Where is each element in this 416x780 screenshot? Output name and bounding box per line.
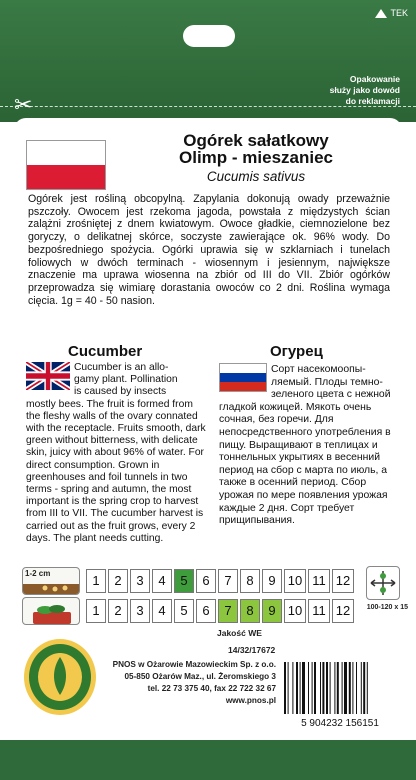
latin-name: Cucumis sativus (206, 169, 306, 184)
barcode-bar (334, 662, 335, 714)
month-cell: 2 (108, 569, 128, 593)
month-cell: 1 (86, 599, 106, 623)
company-address (96, 659, 276, 707)
barcode-digits: 5 904232 156151 (301, 718, 379, 728)
english-description (26, 362, 206, 545)
month-cell: 6 (196, 569, 216, 593)
month-cell: 1 (86, 569, 106, 593)
title-line: Olimp - mieszaniec (179, 148, 333, 167)
month-cell: 3 (130, 599, 150, 623)
barcode-bar (288, 662, 289, 714)
barcode-bar (330, 662, 331, 714)
cut-line (0, 106, 416, 107)
sowing-months-row (86, 569, 354, 593)
month-cell: 12 (332, 599, 354, 623)
plant-spacing-text: 100-120 x 15 (366, 604, 408, 611)
month-cell: 6 (196, 599, 216, 623)
barcode-bar (326, 662, 328, 714)
brand-mark (375, 8, 408, 18)
month-cell: 11 (308, 599, 330, 623)
barcode-bar (302, 662, 305, 714)
barcode-bar (361, 662, 362, 714)
title-line: Ogórek sałatkowy (183, 131, 329, 150)
website-link: www.pnos.pl (225, 696, 276, 705)
barcode-bar (356, 662, 357, 714)
english-line: gamy plant. Pollination (74, 374, 178, 386)
complaint-note (330, 74, 400, 107)
month-cell: 3 (130, 569, 150, 593)
english-line: Cucumber is an allo- (74, 362, 169, 373)
month-cell: 9 (262, 599, 282, 623)
russian-line: зеленого цвета с нежной (271, 389, 391, 401)
triangle-icon (375, 9, 387, 18)
address-line: PNOS w Ożarowie Mazowieckim Sp. z o.o. (112, 660, 276, 669)
month-cell: 9 (262, 569, 282, 593)
month-cell: 4 (152, 599, 172, 623)
footer-band (0, 740, 416, 780)
barcode-bar (320, 662, 321, 714)
scissors-icon: ✂ (14, 92, 33, 117)
barcode-bar (292, 662, 293, 714)
barcode (278, 660, 402, 728)
barcode-bar (352, 662, 353, 714)
note-line: Opakowanie (349, 74, 400, 84)
barcode-bar (314, 662, 316, 714)
month-cell: 5 (174, 599, 194, 623)
quality-label: Jakość WE (217, 628, 262, 638)
russian-body: гладкой кожицей. Мякоть очень сочная, без горечи. Для непосредственного употребления в пищу. Выращивают в теплицах и тоннельных укрытиях в весенний период на сбор с марта по июль, а также в осенний период. Сбор урожая по мере появления урожая каждые 2 дня. Сорт требует прищипывания. (219, 401, 391, 527)
sowing-depth-icon (22, 567, 80, 595)
month-cell: 8 (240, 599, 260, 623)
month-cell: 8 (240, 569, 260, 593)
barcode-bar (312, 662, 313, 714)
month-cell: 10 (284, 599, 306, 623)
polish-description: Ogórek jest rośliną obcopylną. Zapylania dokonują owady przeważnie pszczoły. Owocem jest rzekoma jagoda, powstała z międzystych ścian zalążni zrośniętej z dnem kwiatowym. Owoce gładkie, ciemnozielone bez goryczy, o delikatnej skórce, soczyste zawierające ok. 96% wody. Do bezpośredniego spożycia. Ogórki uprawia się w szklarniach i tunelach foliowych w dwóch terminach - wiosennym i jesiennym, największe znaczenie ma uprawa wiosenna na zbiór od III do VII. Zbiór ogórków przeprowadza się wimiarę dorastania owoców co 2 dni. Roślina wymaga cięcia. 1g = 40 - 50 nasion. (28, 193, 390, 307)
polish-flag-icon (26, 140, 106, 190)
month-cell: 2 (108, 599, 128, 623)
note-line: służy jako dowód (329, 85, 400, 95)
barcode-bar (308, 662, 309, 714)
plant-spacing-icon (366, 566, 400, 600)
barcode-bar (344, 662, 347, 714)
barcode-bar (349, 662, 351, 714)
month-cell: 12 (332, 569, 354, 593)
month-cell: 10 (284, 569, 306, 593)
barcode-bar (367, 662, 368, 714)
address-line: tel. 22 73 375 40, fax 22 722 32 67 (147, 684, 276, 693)
month-cell: 11 (308, 569, 330, 593)
barcode-bar (300, 662, 301, 714)
barcode-bar (363, 662, 365, 714)
month-cell: 7 (218, 599, 238, 623)
russian-line: ляемый. Плоды темно- (271, 376, 383, 388)
barcode-bar (322, 662, 324, 714)
month-cell: 5 (174, 569, 194, 593)
english-line: is caused by insects (74, 386, 167, 398)
hang-hole (183, 25, 235, 47)
note-line: do reklamacji (345, 96, 400, 106)
product-title (120, 132, 392, 166)
address-line: 05-850 Ożarów Maz., ul. Żeromskiego 3 (124, 672, 276, 681)
english-heading: Cucumber (68, 343, 143, 360)
barcode-bar (337, 662, 339, 714)
sowing-depth-label: 1-2 cm (25, 569, 51, 578)
russian-line: Сорт насекомоопы- (271, 364, 366, 375)
barcode-bar (284, 662, 286, 714)
harvest-months-row (86, 599, 354, 623)
sowing-calendar (18, 563, 402, 625)
russian-description (219, 364, 391, 528)
barcode-bar (296, 662, 298, 714)
english-body: mostly bees. The fruit is formed from the fleshy walls of the ovary connated with the receptacle. Fruits smooth, dark green without bitterness, with delicate skin, juicy with about 96% of water. For direct consumption. Grown in greenhouses and foil tunnels in two terms - spring and autumn, the most important is the spring crop to harvest from III to VII. The cucumber harvest is carried out as the fruit grows, every 2 days. The plant needs cutting. (26, 398, 206, 544)
lot-code: 14/32/17672 (228, 645, 276, 655)
pnos-logo (22, 633, 98, 717)
brand-mark-text: TEK (390, 8, 408, 18)
month-cell: 4 (152, 569, 172, 593)
harvest-icon (22, 597, 80, 625)
russian-heading: Огурец (270, 343, 323, 360)
month-cell: 7 (218, 569, 238, 593)
barcode-bar (342, 662, 343, 714)
